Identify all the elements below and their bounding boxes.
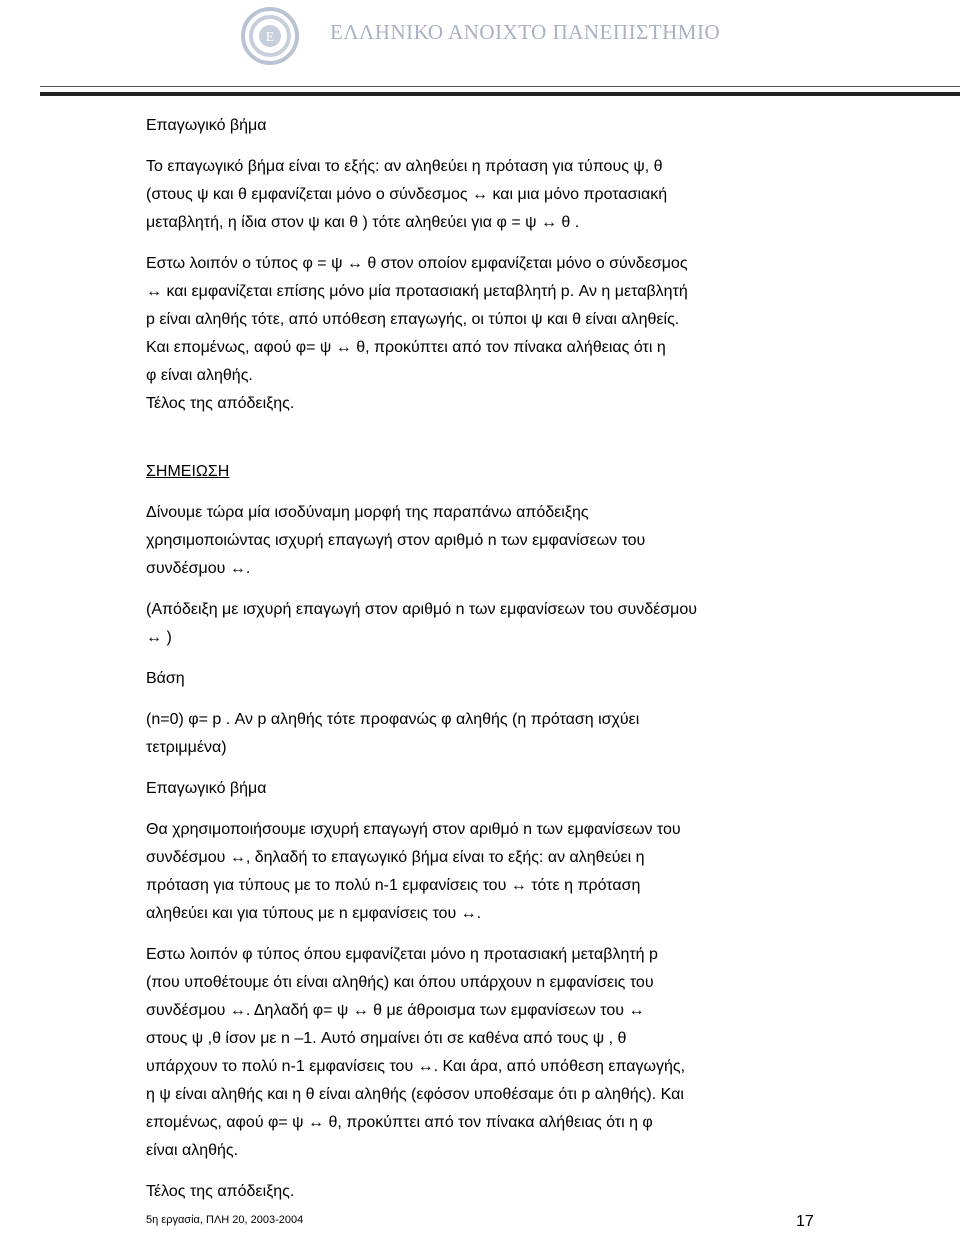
inductive-step-heading: Επαγωγικό βήμα bbox=[146, 780, 267, 797]
header-rule-thin bbox=[40, 86, 960, 87]
paragraph-inductive-step bbox=[146, 153, 826, 237]
text-line: Δίνουμε τώρα μία ισοδύναμη μορφή της παραπάνω απόδειξης bbox=[146, 504, 589, 521]
paragraph-strong-proof bbox=[146, 941, 826, 1165]
paragraph-note bbox=[146, 499, 826, 583]
text-line: επομένως, αφού φ= ψ ↔ θ, προκύπτει από τον πίνακα αλήθειας ότι η φ bbox=[146, 1114, 653, 1131]
base-heading: Βάση bbox=[146, 670, 185, 687]
paragraph-strong-induction bbox=[146, 596, 826, 652]
text-line: Θα χρησιμοποιήσουμε ισχυρή επαγωγή στον αριθμό n των εμφανίσεων του bbox=[146, 821, 681, 838]
paragraph-base-case bbox=[146, 706, 826, 762]
header-rule-thick bbox=[40, 92, 960, 96]
text-line: η ψ είναι αληθής και η θ είναι αληθής (εφόσον υποθέσαμε ότι p αληθής). Και bbox=[146, 1086, 684, 1103]
text-line: στους ψ ,θ ίσον με n –1. Αυτό σημαίνει ότι σε καθένα από τους ψ , θ bbox=[146, 1030, 627, 1047]
text-line: (Απόδειξη με ισχυρή επαγωγή στον αριθμό n των εμφανίσεων του συνδέσμου bbox=[146, 601, 698, 618]
note-heading: ΣΗΜΕΙΩΣΗ bbox=[146, 463, 230, 480]
text-line: είναι αληθής. bbox=[146, 1142, 239, 1159]
text-line: αληθεύει και για τύπους με n εμφανίσεις του ↔. bbox=[146, 905, 482, 922]
text-line: συνδέσμου ↔. bbox=[146, 560, 251, 577]
text-line: συνδέσμου ↔. Δηλαδή φ= ψ ↔ θ με άθροισμα των εμφανίσεων του ↔ bbox=[146, 1002, 645, 1019]
document-body bbox=[146, 112, 826, 1206]
text-line: τετριμμένα) bbox=[146, 739, 227, 756]
text-line: (που υποθέτουμε ότι είναι αληθής) και όπου υπάρχουν n εμφανίσεις του bbox=[146, 974, 654, 991]
university-logo bbox=[240, 6, 300, 66]
text-line: p είναι αληθής τότε, από υπόθεση επαγωγής, οι τύποι ψ και θ είναι αληθείς. bbox=[146, 311, 680, 328]
text-line: χρησιμοποιώντας ισχυρή επαγωγή στον αριθμό n των εμφανίσεων του bbox=[146, 532, 646, 549]
university-name: ΕΛΛΗΝΙΚΟ ΑΝΟΙΧΤΟ ΠΑΝΕΠΙΣΤΗΜΙΟ bbox=[330, 20, 721, 44]
text-line: Εστω λοιπόν ο τύπος φ = ψ ↔ θ στον οποίον εμφανίζεται μόνο ο σύνδεσμος bbox=[146, 255, 688, 272]
text-line: συνδέσμου ↔, δηλαδή το επαγωγικό βήμα είναι το εξής: αν αληθεύει η bbox=[146, 849, 645, 866]
text-line: Τέλος της απόδειξης. bbox=[146, 395, 295, 412]
paragraph-proof bbox=[146, 250, 826, 418]
text-line: (στους ψ και θ εμφανίζεται μόνο ο σύνδεσμος ↔ και μια μόνο προτασιακή bbox=[146, 186, 668, 203]
text-line: υπάρχουν το πολύ n-1 εμφανίσεις του ↔. Και άρα, από υπόθεση επαγωγής, bbox=[146, 1058, 686, 1075]
text-line: Το επαγωγικό βήμα είναι το εξής: αν αληθεύει η πρόταση για τύπους ψ, θ bbox=[146, 158, 663, 175]
page-header bbox=[0, 0, 960, 100]
paragraph-strong-step bbox=[146, 816, 826, 928]
text-line: μεταβλητή, η ίδια στον ψ και θ ) τότε αληθεύει για φ = ψ ↔ θ . bbox=[146, 214, 580, 231]
text-line: ↔ και εμφανίζεται επίσης μόνο μία προτασιακή μεταβλητή p. Αν η μεταβλητή bbox=[146, 283, 688, 300]
svg-text:Ε: Ε bbox=[265, 30, 275, 45]
section-heading: Επαγωγικό βήμα bbox=[146, 117, 267, 134]
text-line: φ είναι αληθής. bbox=[146, 367, 253, 384]
footer-course-info: 5η εργασία, ΠΛΗ 20, 2003-2004 bbox=[146, 1214, 304, 1226]
end-of-proof: Τέλος της απόδειξης. bbox=[146, 1183, 295, 1200]
page-number: 17 bbox=[796, 1213, 814, 1230]
text-line: Εστω λοιπόν φ τύπος όπου εμφανίζεται μόνο η προτασιακή μεταβλητή p bbox=[146, 946, 658, 963]
text-line: πρόταση για τύπους με το πολύ n-1 εμφανίσεις του ↔ τότε η πρόταση bbox=[146, 877, 641, 894]
text-line: (n=0) φ= p . Αν p αληθής τότε προφανώς φ αληθής (η πρόταση ισχύει bbox=[146, 711, 640, 728]
text-line: ↔ ) bbox=[146, 629, 172, 646]
text-line: Και επομένως, αφού φ= ψ ↔ θ, προκύπτει από τον πίνακα αλήθειας ότι η bbox=[146, 339, 666, 356]
